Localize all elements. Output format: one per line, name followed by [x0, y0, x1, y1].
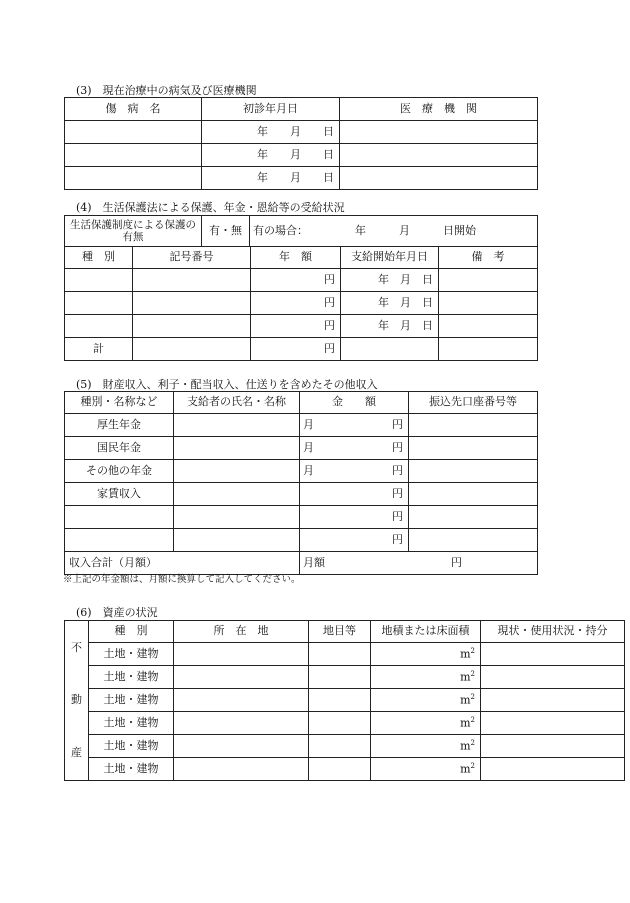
asset-type-label: 土地・建物 — [89, 712, 174, 735]
first-visit-date-cell[interactable]: 年 月 日 — [202, 144, 340, 167]
header-annual-amount: 年 額 — [251, 247, 341, 269]
asset-type-label: 土地・建物 — [89, 666, 174, 689]
status-cell[interactable] — [481, 643, 625, 666]
location-cell[interactable] — [174, 712, 309, 735]
pension-total-start-cell — [341, 338, 439, 361]
asset-type-label: 土地・建物 — [89, 643, 174, 666]
pension-remarks-cell[interactable] — [439, 315, 538, 338]
header-amount: 金 額 — [300, 392, 409, 414]
pension-total-remarks-cell — [439, 338, 538, 361]
pension-start-cell[interactable]: 年 月 日 — [341, 315, 439, 338]
area-cell[interactable]: $m^2$ — [371, 643, 481, 666]
pension-amount-cell[interactable]: 円 — [251, 315, 341, 338]
institution-cell[interactable] — [340, 167, 538, 190]
header-type: 種 別 — [65, 247, 133, 269]
pension-total-amount-cell[interactable]: 円 — [251, 338, 341, 361]
location-cell[interactable] — [174, 689, 309, 712]
payer-name-cell[interactable] — [174, 483, 300, 506]
if-yes-cell[interactable] — [250, 216, 538, 247]
area-cell[interactable]: $m^2$ — [371, 735, 481, 758]
payer-name-cell[interactable] — [174, 460, 300, 483]
real-estate-char: 産 — [71, 745, 82, 759]
monthly-label: 月額 — [303, 555, 325, 569]
account-cell[interactable] — [409, 437, 538, 460]
table-assets — [64, 620, 625, 781]
asset-type-label: 土地・建物 — [89, 689, 174, 712]
illness-name-cell[interactable] — [65, 121, 202, 144]
section-6-title: (6) 資産の状況 — [76, 606, 158, 619]
income-type-label: その他の年金 — [65, 460, 174, 483]
yen-label: 円 — [392, 440, 403, 454]
income-total-label: 収入合計（月額） — [65, 552, 300, 575]
protection-label: 生活保護制度による保護の有無 — [65, 216, 202, 247]
section-5-title: (5) 財産収入、利子・配当収入、仕送りを含めたその他収入 — [76, 378, 378, 391]
real-estate-char: 不 — [71, 640, 82, 654]
pension-total-code-cell — [133, 338, 251, 361]
pension-type-cell[interactable] — [65, 269, 133, 292]
location-cell[interactable] — [174, 758, 309, 781]
income-total-amount-cell[interactable] — [300, 552, 538, 575]
pension-code-cell[interactable] — [133, 315, 251, 338]
payer-name-cell[interactable] — [174, 414, 300, 437]
income-type-cell[interactable] — [65, 506, 174, 529]
table-income — [64, 391, 538, 575]
pension-note: ※上記の年金額は、月額に換算して記入してください。 — [63, 574, 301, 585]
real-estate-char: 動 — [71, 693, 82, 707]
total-yen-label: 円 — [451, 555, 462, 569]
land-category-cell[interactable] — [309, 666, 371, 689]
status-cell[interactable] — [481, 735, 625, 758]
location-cell[interactable] — [174, 666, 309, 689]
institution-cell[interactable] — [340, 144, 538, 167]
land-category-cell[interactable] — [309, 758, 371, 781]
pension-amount-cell[interactable]: 円 — [251, 269, 341, 292]
real-estate-vertical-label — [65, 621, 89, 781]
account-cell[interactable] — [409, 483, 538, 506]
status-cell[interactable] — [481, 666, 625, 689]
pension-remarks-cell[interactable] — [439, 292, 538, 315]
status-cell[interactable] — [481, 689, 625, 712]
income-type-cell[interactable] — [65, 529, 174, 552]
status-cell[interactable] — [481, 712, 625, 735]
pension-type-cell[interactable] — [65, 292, 133, 315]
month-label: 月 — [303, 417, 314, 431]
yes-no-selector[interactable]: 有・無 — [202, 216, 250, 247]
amount-cell[interactable]: 円 — [300, 529, 409, 552]
pension-code-cell[interactable] — [133, 292, 251, 315]
area-cell[interactable]: $m^2$ — [371, 712, 481, 735]
first-visit-date-cell[interactable]: 年 月 日 — [202, 167, 340, 190]
amount-cell[interactable]: 円 — [300, 506, 409, 529]
month-label: 月 — [303, 463, 314, 477]
location-cell[interactable] — [174, 735, 309, 758]
payer-name-cell[interactable] — [174, 437, 300, 460]
pension-amount-cell[interactable]: 円 — [251, 292, 341, 315]
header-illness-name: 傷 病 名 — [65, 98, 202, 121]
table-illness — [64, 97, 538, 190]
land-category-cell[interactable] — [309, 643, 371, 666]
first-visit-date-cell[interactable]: 年 月 日 — [202, 121, 340, 144]
pension-total-label: 計 — [65, 338, 133, 361]
area-cell[interactable]: $m^2$ — [371, 666, 481, 689]
payer-name-cell[interactable] — [174, 506, 300, 529]
illness-name-cell[interactable] — [65, 167, 202, 190]
pension-start-cell[interactable]: 年 月 日 — [341, 269, 439, 292]
amount-cell[interactable]: 円 — [300, 483, 409, 506]
amount-cell[interactable] — [300, 414, 409, 437]
land-category-cell[interactable] — [309, 689, 371, 712]
header-area: 地積または床面積 — [371, 621, 481, 643]
header-remarks: 備 考 — [439, 247, 538, 269]
income-type-label: 厚生年金 — [65, 414, 174, 437]
yen-label: 円 — [392, 463, 403, 477]
account-cell[interactable] — [409, 460, 538, 483]
income-type-label: 家賃収入 — [65, 483, 174, 506]
pension-type-cell[interactable] — [65, 315, 133, 338]
section-4-title: (4) 生活保護法による保護、年金・恩給等の受給状況 — [76, 201, 345, 214]
area-cell[interactable]: $m^2$ — [371, 689, 481, 712]
header-current-status: 現状・使用状況・持分 — [481, 621, 625, 643]
header-land-category: 地目等 — [309, 621, 371, 643]
header-start-date: 支給開始年月日 — [341, 247, 439, 269]
amount-cell[interactable] — [300, 437, 409, 460]
header-payer-name: 支給者の氏名・名称 — [174, 392, 300, 414]
table-pension — [64, 246, 538, 361]
area-cell[interactable]: $m^2$ — [371, 758, 481, 781]
illness-name-cell[interactable] — [65, 144, 202, 167]
pension-code-cell[interactable] — [133, 269, 251, 292]
location-cell[interactable] — [174, 643, 309, 666]
header-code-number: 記号番号 — [133, 247, 251, 269]
account-cell[interactable] — [409, 529, 538, 552]
land-category-cell[interactable] — [309, 735, 371, 758]
header-income-type: 種別・名称など — [65, 392, 174, 414]
header-location: 所 在 地 — [174, 621, 309, 643]
start-date-label: 年 月 日開始 — [355, 223, 476, 237]
account-cell[interactable] — [409, 414, 538, 437]
month-label: 月 — [303, 440, 314, 454]
asset-type-label: 土地・建物 — [89, 735, 174, 758]
header-first-visit: 初診年月日 — [202, 98, 340, 121]
land-category-cell[interactable] — [309, 712, 371, 735]
status-cell[interactable] — [481, 758, 625, 781]
table-protection-status — [64, 215, 538, 247]
header-medical-institution: 医 療 機 関 — [340, 98, 538, 121]
account-cell[interactable] — [409, 506, 538, 529]
header-asset-type: 種 別 — [89, 621, 174, 643]
payer-name-cell[interactable] — [174, 529, 300, 552]
amount-cell[interactable] — [300, 460, 409, 483]
header-account-number: 振込先口座番号等 — [409, 392, 538, 414]
section-3-title: (3) 現在治療中の病気及び医療機関 — [76, 84, 257, 97]
yen-label: 円 — [392, 417, 403, 431]
asset-type-label: 土地・建物 — [89, 758, 174, 781]
pension-start-cell[interactable]: 年 月 日 — [341, 292, 439, 315]
if-yes-label: 有の場合： — [253, 223, 308, 237]
institution-cell[interactable] — [340, 121, 538, 144]
income-type-label: 国民年金 — [65, 437, 174, 460]
pension-remarks-cell[interactable] — [439, 269, 538, 292]
